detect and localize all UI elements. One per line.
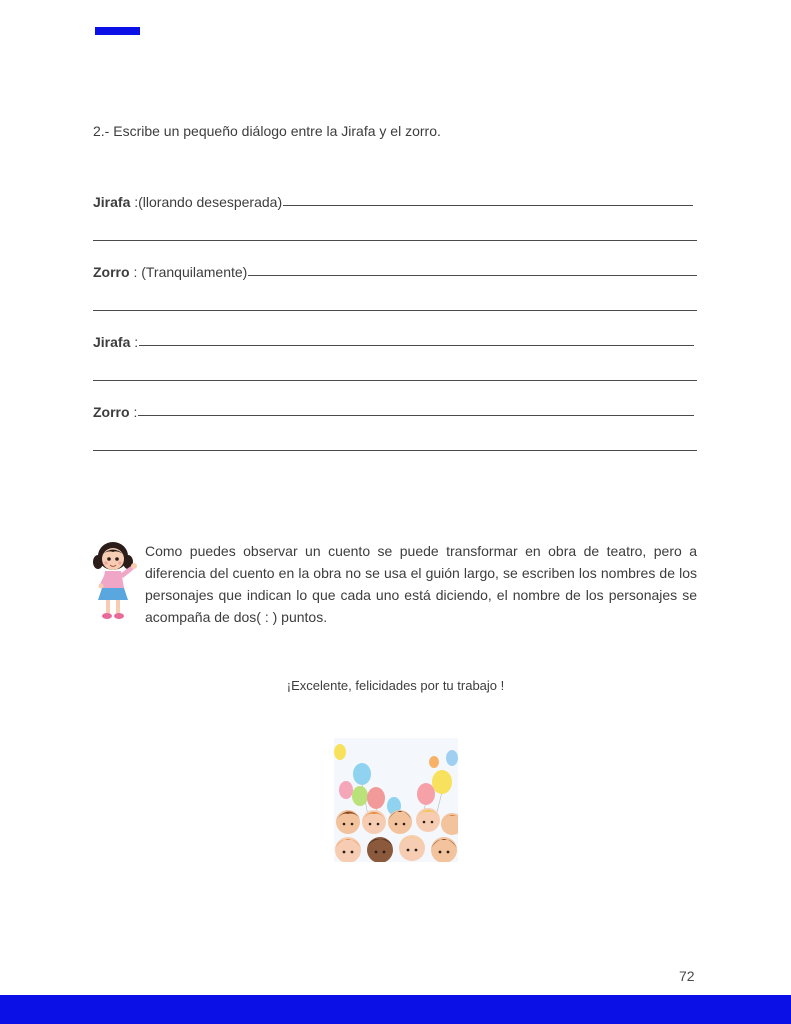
dialogue-row-2 — [93, 260, 697, 280]
dialogue-row-1 — [93, 190, 697, 210]
girl-pointing-icon — [93, 540, 141, 622]
children-with-balloons-image — [334, 738, 458, 862]
speaker-name: Jirafa — [93, 334, 131, 350]
speaker-name: Zorro — [93, 264, 130, 280]
answer-line[interactable] — [93, 310, 697, 311]
explanation-text: Como puedes observar un cuento se puede transformar en obra de teatro, pero a diferencia del cuento en la obra no se usa el guión largo, se escriben los nombres de los personajes que indican lo que cada uno está diciendo, el nombre de los personajes se acompaña de dos( : ) puntos. — [145, 543, 697, 625]
speaker-colon: : — [130, 334, 139, 350]
stage-direction: (llorando desesperada) — [138, 194, 283, 210]
answer-line[interactable] — [283, 205, 693, 206]
answer-line[interactable] — [93, 380, 697, 381]
dialogue-row-4 — [93, 400, 697, 420]
dialogue-row-3 — [93, 330, 697, 350]
stage-direction: (Tranquilamente) — [141, 264, 248, 280]
answer-line[interactable] — [248, 275, 697, 276]
page-number: 72 — [679, 968, 695, 984]
exercise-instruction: 2.- Escribe un pequeño diálogo entre la Jirafa y el zorro. — [93, 123, 441, 139]
speaker-name: Zorro — [93, 404, 130, 420]
answer-line[interactable] — [93, 450, 697, 451]
speaker-colon: : — [130, 194, 139, 210]
speaker-colon: : — [129, 404, 138, 420]
footer-accent-bar — [0, 995, 791, 1024]
answer-line[interactable] — [138, 415, 694, 416]
congratulation-message: ¡Excelente, felicidades por tu trabajo ! — [286, 678, 505, 693]
header-accent-bar — [95, 27, 140, 35]
answer-line[interactable] — [139, 345, 694, 346]
speaker-name: Jirafa — [93, 194, 131, 210]
answer-line[interactable] — [93, 240, 697, 241]
speaker-colon: : — [129, 264, 142, 280]
